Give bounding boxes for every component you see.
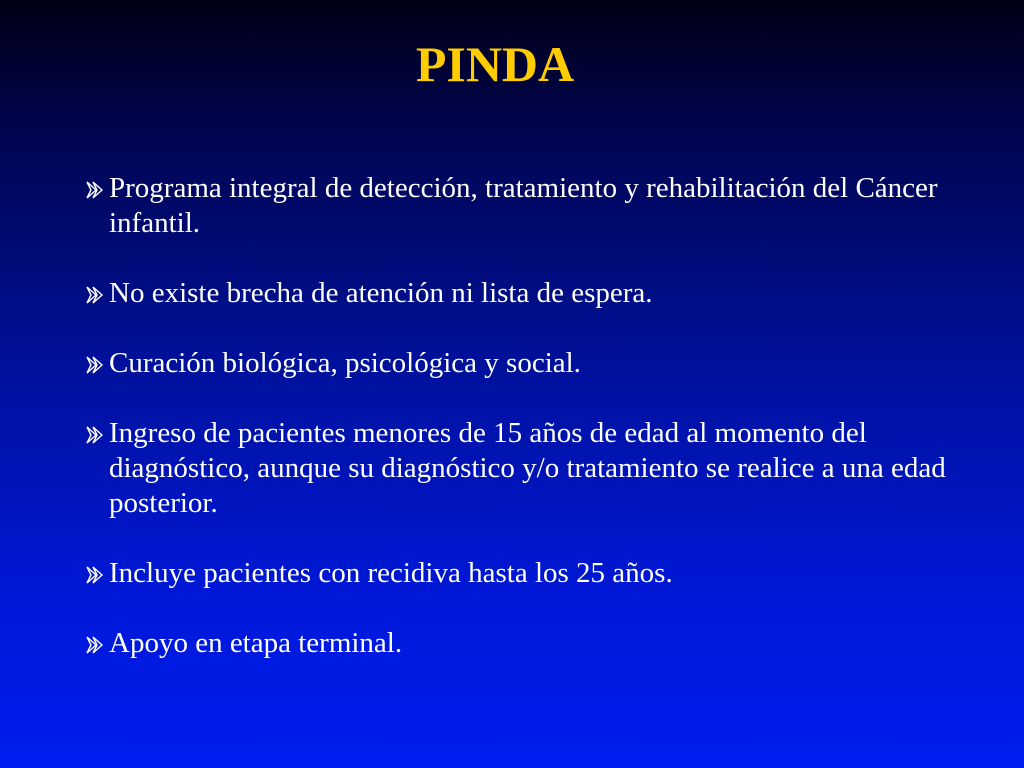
arrowhead-bullet-icon	[86, 566, 104, 584]
bullet-text: Incluye pacientes con recidiva hasta los 25 años.	[109, 557, 673, 589]
arrowhead-bullet-icon	[86, 356, 104, 374]
bullet-text: No existe brecha de atención ni lista de espera.	[109, 277, 653, 309]
bullet-item	[86, 276, 986, 311]
bullet-item	[86, 416, 986, 521]
bullet-list	[86, 171, 986, 661]
bullet-item	[86, 626, 986, 661]
bullet-item	[86, 346, 986, 381]
arrowhead-bullet-icon	[86, 426, 104, 444]
bullet-text: Curación biológica, psicológica y social.	[109, 347, 581, 379]
bullet-text: Programa integral de detección, tratamiento y rehabilitación del Cáncer infantil.	[109, 172, 938, 239]
slide-title: PINDA	[415, 36, 575, 92]
arrowhead-bullet-icon	[86, 181, 104, 199]
bullet-item	[86, 171, 986, 241]
arrowhead-bullet-icon	[86, 286, 104, 304]
arrowhead-bullet-icon	[86, 636, 104, 654]
bullet-text: Apoyo en etapa terminal.	[109, 627, 403, 659]
bullet-item	[86, 556, 986, 591]
bullet-text: Ingreso de pacientes menores de 15 años de edad al momento del diagnóstico, aunque su diagnóstico y/o tratamiento se realice a una edad posterior.	[109, 417, 946, 519]
